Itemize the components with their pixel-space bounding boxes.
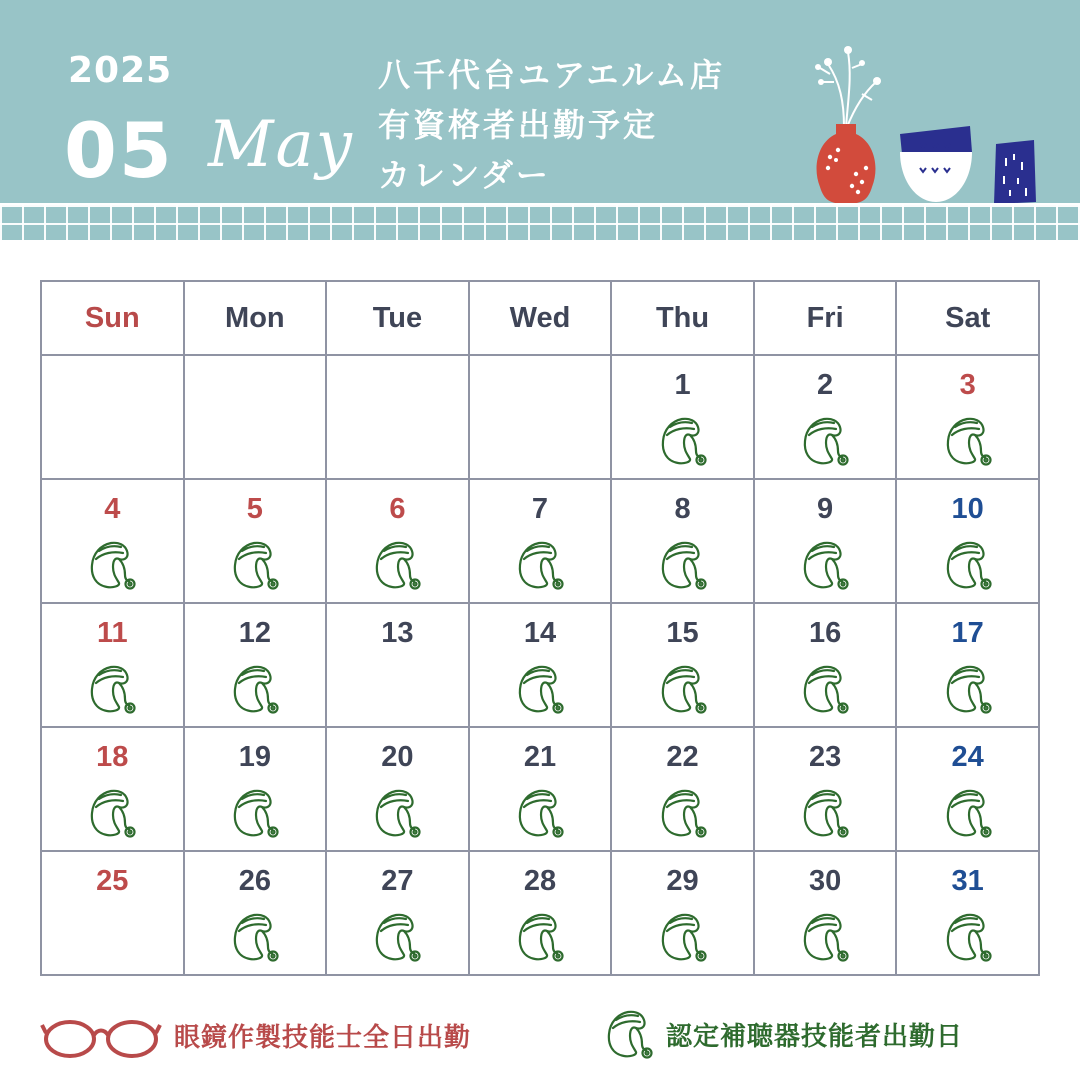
calendar-day-cell xyxy=(754,851,897,975)
calendar-day-cell xyxy=(611,355,754,479)
hearing-aid-icon xyxy=(658,539,708,591)
hearing-aid-icon xyxy=(372,911,422,963)
calendar-day-cell xyxy=(41,603,184,727)
calendar-day-cell xyxy=(184,479,327,603)
day-number: 23 xyxy=(808,741,842,773)
bowl-icon xyxy=(896,122,976,206)
calendar-day-cell xyxy=(469,727,612,851)
hearing-aid-icon xyxy=(658,911,708,963)
day-number: 21 xyxy=(523,741,557,773)
store-name-title: 八千代台ユアエルム店 xyxy=(378,56,726,94)
legend-hearing-aid-label: 認定補聴器技能者出勤日 xyxy=(666,1021,964,1052)
day-number: 15 xyxy=(666,617,699,649)
calendar-day-cell xyxy=(469,355,612,479)
calendar-week-row xyxy=(41,479,1039,603)
calendar-day-cell xyxy=(469,479,612,603)
calendar-day-cell xyxy=(611,603,754,727)
day-number: 20 xyxy=(381,741,414,773)
calendar-day-cell xyxy=(611,851,754,975)
weekday-tue: Tue xyxy=(326,281,469,355)
calendar-day-cell xyxy=(469,603,612,727)
day-number: 26 xyxy=(238,865,271,897)
calendar-day-cell xyxy=(41,727,184,851)
calendar-week-row xyxy=(41,851,1039,975)
legend-glasses xyxy=(40,1010,471,1060)
hearing-aid-icon xyxy=(800,787,850,839)
hearing-aid-icon xyxy=(230,539,280,591)
hearing-aid-icon xyxy=(372,787,422,839)
calendar-day-cell xyxy=(184,355,327,479)
calendar-day-cell xyxy=(896,727,1039,851)
hearing-aid-icon xyxy=(230,663,280,715)
day-number: 12 xyxy=(238,617,271,649)
day-number: 8 xyxy=(674,493,691,525)
hearing-aid-icon xyxy=(372,539,422,591)
calendar-day-cell xyxy=(184,851,327,975)
day-number xyxy=(185,369,326,405)
hearing-aid-icon xyxy=(943,911,993,963)
vase-icon xyxy=(800,42,890,207)
calendar-day-cell xyxy=(326,479,469,603)
weekday-sat: Sat xyxy=(896,281,1039,355)
calendar-day-cell xyxy=(896,603,1039,727)
calendar-day-cell xyxy=(326,851,469,975)
day-number: 14 xyxy=(523,617,557,649)
hearing-aid-icon xyxy=(943,787,993,839)
year-label: 2025 xyxy=(68,50,173,91)
day-number xyxy=(327,369,468,405)
calendar-day-cell xyxy=(754,479,897,603)
day-number: 17 xyxy=(951,617,984,649)
day-number xyxy=(42,369,183,405)
header-banner xyxy=(0,0,1080,240)
weekday-header-row xyxy=(41,281,1039,355)
day-number: 10 xyxy=(951,493,984,525)
hearing-aid-icon xyxy=(87,539,137,591)
day-number: 29 xyxy=(666,865,699,897)
calendar-day-cell xyxy=(611,727,754,851)
day-number: 6 xyxy=(389,493,406,525)
day-number xyxy=(470,369,611,405)
day-number: 11 xyxy=(96,617,128,649)
calendar-week-row xyxy=(41,603,1039,727)
hearing-aid-icon xyxy=(658,787,708,839)
hearing-aid-icon xyxy=(230,911,280,963)
hearing-aid-icon xyxy=(943,663,993,715)
calendar-grid xyxy=(40,280,1040,976)
tile-strip xyxy=(0,203,1080,242)
weekday-fri: Fri xyxy=(754,281,897,355)
month-script: May xyxy=(208,108,354,182)
calendar-day-cell xyxy=(41,479,184,603)
hearing-aid-icon xyxy=(230,787,280,839)
weekday-wed: Wed xyxy=(469,281,612,355)
day-number: 22 xyxy=(666,741,699,773)
day-number: 24 xyxy=(951,741,984,773)
day-number: 18 xyxy=(96,741,129,773)
calendar-day-cell xyxy=(326,603,469,727)
calendar-day-cell xyxy=(41,355,184,479)
calendar-day-cell xyxy=(469,851,612,975)
day-number: 3 xyxy=(959,369,976,401)
hearing-aid-icon xyxy=(800,415,850,467)
hearing-aid-icon xyxy=(87,663,137,715)
hearing-aid-icon xyxy=(658,663,708,715)
day-number: 31 xyxy=(951,865,984,897)
hearing-aid-icon xyxy=(515,539,565,591)
weekday-sun: Sun xyxy=(41,281,184,355)
jar-icon xyxy=(990,138,1040,206)
calendar-day-cell xyxy=(896,851,1039,975)
day-number: 9 xyxy=(817,493,834,525)
calendar-week-row xyxy=(41,727,1039,851)
calendar-day-cell xyxy=(41,851,184,975)
calendar-day-cell xyxy=(754,727,897,851)
day-number: 19 xyxy=(238,741,271,773)
hearing-aid-icon xyxy=(943,415,993,467)
hearing-aid-icon xyxy=(800,663,850,715)
day-number: 1 xyxy=(674,369,691,401)
hearing-aid-icon xyxy=(943,539,993,591)
legend-hearing-aid xyxy=(604,1008,963,1060)
hearing-aid-icon xyxy=(604,1008,654,1060)
calendar-day-cell xyxy=(896,479,1039,603)
schedule-title: 有資格者出勤予定 xyxy=(378,106,659,144)
calendar-day-cell xyxy=(184,727,327,851)
day-number: 13 xyxy=(381,617,414,649)
hearing-aid-icon xyxy=(515,787,565,839)
hearing-aid-icon xyxy=(87,787,137,839)
calendar-title: カレンダー xyxy=(378,156,551,194)
calendar-day-cell xyxy=(896,355,1039,479)
day-number: 25 xyxy=(96,865,129,897)
weekday-thu: Thu xyxy=(611,281,754,355)
day-number: 5 xyxy=(246,493,263,525)
day-number: 4 xyxy=(104,493,121,525)
hearing-aid-icon xyxy=(515,663,565,715)
hearing-aid-icon xyxy=(800,539,850,591)
day-number: 16 xyxy=(808,617,842,649)
calendar-day-cell xyxy=(326,355,469,479)
hearing-aid-icon xyxy=(658,415,708,467)
day-number: 2 xyxy=(817,369,834,401)
calendar-day-cell xyxy=(611,479,754,603)
day-number: 7 xyxy=(531,493,549,525)
month-number: 05 xyxy=(64,106,174,195)
legend-glasses-label: 眼鏡作製技能士全日出勤 xyxy=(174,1022,472,1053)
day-number: 27 xyxy=(381,865,414,897)
calendar-day-cell xyxy=(326,727,469,851)
calendar-week-row xyxy=(41,355,1039,479)
calendar-day-cell xyxy=(184,603,327,727)
calendar-day-cell xyxy=(754,355,897,479)
glasses-icon xyxy=(40,1011,162,1059)
day-number: 28 xyxy=(523,865,557,897)
weekday-mon: Mon xyxy=(184,281,327,355)
day-number: 30 xyxy=(808,865,842,897)
hearing-aid-icon xyxy=(515,911,565,963)
hearing-aid-icon xyxy=(800,911,850,963)
calendar-day-cell xyxy=(754,603,897,727)
